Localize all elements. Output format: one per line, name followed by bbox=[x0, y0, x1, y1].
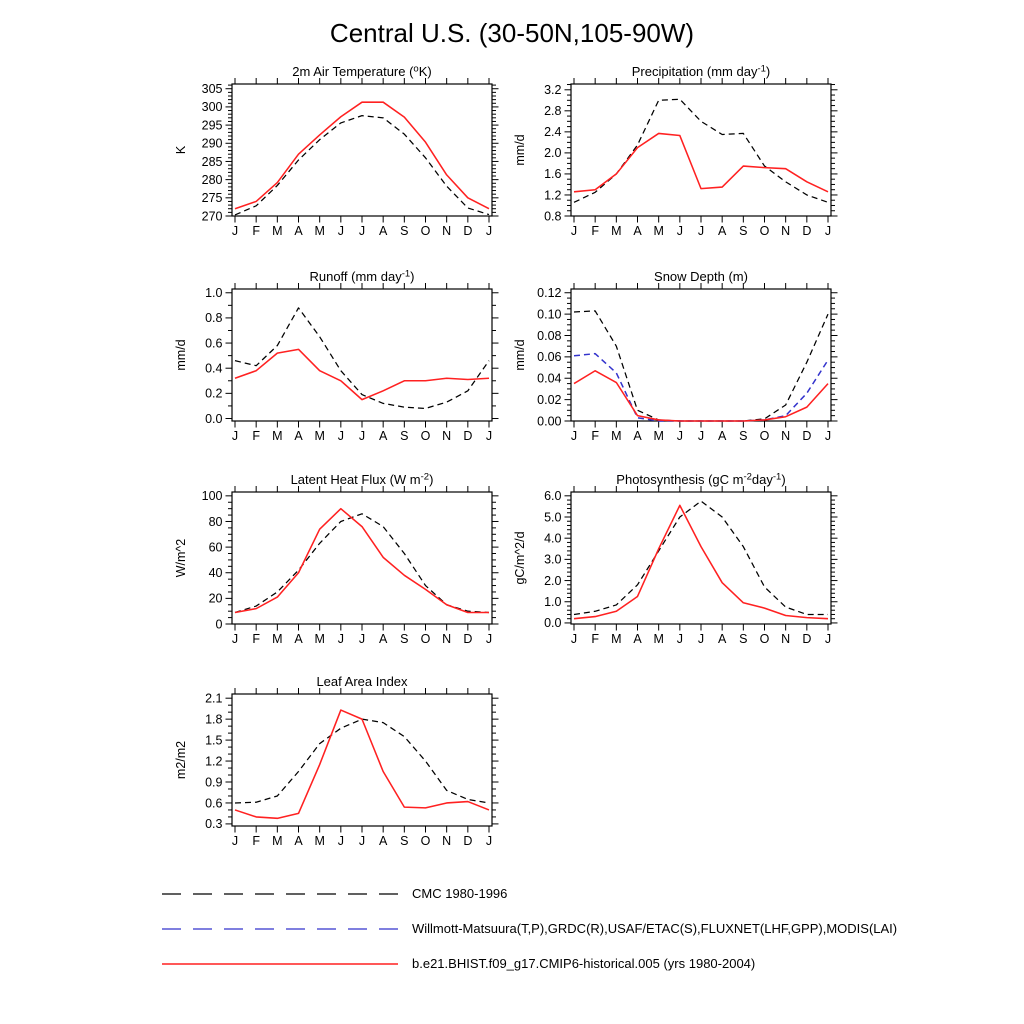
chart-snow-depth bbox=[509, 269, 843, 455]
svg-text:O: O bbox=[420, 224, 431, 238]
svg-text:F: F bbox=[591, 429, 599, 443]
svg-text:J: J bbox=[824, 632, 832, 646]
svg-text:J: J bbox=[231, 429, 239, 443]
svg-text:M: M bbox=[314, 834, 325, 848]
svg-text:100: 100 bbox=[201, 489, 223, 504]
plot-frame bbox=[232, 289, 492, 421]
svg-text:0.2: 0.2 bbox=[205, 386, 223, 401]
svg-text:1.8: 1.8 bbox=[205, 712, 223, 727]
svg-text:S: S bbox=[739, 632, 748, 646]
chart-title: Latent Heat Flux (W $m^{-2}$) bbox=[290, 471, 434, 487]
svg-text:M: M bbox=[314, 632, 325, 646]
y-axis-title: mm/d bbox=[513, 339, 527, 371]
svg-text:J: J bbox=[337, 224, 344, 238]
chart-leaf-area-index bbox=[170, 674, 504, 860]
series-cmc bbox=[574, 311, 828, 421]
chart-svg-photosynthesis bbox=[509, 472, 843, 658]
chart-svg-precipitation bbox=[509, 64, 843, 250]
chart-photosynthesis bbox=[509, 472, 843, 658]
legend-line-sample bbox=[160, 887, 400, 901]
y-axis-title: K bbox=[174, 145, 188, 155]
svg-text:J: J bbox=[676, 429, 683, 443]
series-model bbox=[235, 509, 489, 613]
svg-text:1.6: 1.6 bbox=[544, 167, 562, 182]
svg-text:F: F bbox=[252, 429, 260, 443]
svg-text:D: D bbox=[463, 834, 473, 848]
svg-text:A: A bbox=[378, 224, 388, 238]
svg-text:A: A bbox=[717, 224, 727, 238]
svg-text:N: N bbox=[442, 224, 452, 238]
y-axis-title: mm/d bbox=[174, 339, 188, 371]
chart-svg-leaf-area-index bbox=[170, 674, 504, 860]
svg-text:O: O bbox=[420, 632, 431, 646]
axis-labels bbox=[205, 691, 492, 848]
svg-text:J: J bbox=[231, 834, 239, 848]
svg-text:0.3: 0.3 bbox=[205, 817, 223, 832]
svg-text:3.2: 3.2 bbox=[544, 83, 562, 98]
svg-text:J: J bbox=[358, 429, 366, 443]
svg-text:A: A bbox=[294, 429, 303, 443]
chart-title: Leaf Area Index bbox=[316, 674, 408, 689]
svg-text:20: 20 bbox=[208, 591, 223, 606]
svg-text:M: M bbox=[272, 632, 283, 646]
svg-text:3.0: 3.0 bbox=[544, 552, 562, 567]
svg-text:J: J bbox=[697, 224, 705, 238]
svg-text:F: F bbox=[252, 632, 260, 646]
svg-text:2.1: 2.1 bbox=[205, 691, 223, 706]
svg-text:0.0: 0.0 bbox=[544, 616, 562, 631]
chart-svg-latent-heat-flux bbox=[170, 472, 504, 658]
svg-text:M: M bbox=[272, 834, 283, 848]
svg-text:J: J bbox=[358, 224, 366, 238]
chart-svg-snow-depth bbox=[509, 269, 843, 455]
svg-text:J: J bbox=[485, 224, 493, 238]
y-axis-title: W/m^2 bbox=[174, 538, 188, 578]
legend-item-label: b.e21.BHIST.f09_g17.CMIP6-historical.005 (yrs 1980-2004) bbox=[412, 956, 756, 971]
svg-text:F: F bbox=[591, 632, 599, 646]
svg-text:J: J bbox=[337, 632, 344, 646]
svg-text:270: 270 bbox=[201, 209, 223, 224]
series-model bbox=[235, 349, 489, 399]
axis-labels bbox=[544, 83, 831, 238]
svg-text:S: S bbox=[400, 632, 409, 646]
svg-text:J: J bbox=[337, 429, 344, 443]
svg-text:1.0: 1.0 bbox=[205, 286, 223, 301]
svg-text:D: D bbox=[463, 632, 473, 646]
svg-text:M: M bbox=[653, 429, 664, 443]
series-model bbox=[574, 133, 828, 191]
page-title: Central U.S. (30-50N,105-90W) bbox=[329, 18, 695, 48]
svg-text:J: J bbox=[697, 632, 705, 646]
svg-text:0.9: 0.9 bbox=[205, 775, 223, 790]
svg-text:275: 275 bbox=[201, 191, 223, 206]
legend-item-model bbox=[160, 946, 897, 981]
svg-text:280: 280 bbox=[201, 172, 223, 187]
svg-text:J: J bbox=[824, 224, 832, 238]
plot-frame bbox=[232, 492, 492, 624]
svg-text:S: S bbox=[739, 429, 748, 443]
svg-text:6.0: 6.0 bbox=[544, 489, 562, 504]
svg-text:A: A bbox=[294, 224, 303, 238]
svg-text:M: M bbox=[653, 632, 664, 646]
chart-title: 2m Air Temperature ($^o$K) bbox=[292, 63, 432, 79]
svg-text:J: J bbox=[231, 632, 239, 646]
svg-text:N: N bbox=[442, 632, 452, 646]
svg-text:S: S bbox=[400, 224, 409, 238]
svg-text:S: S bbox=[400, 429, 409, 443]
svg-text:O: O bbox=[420, 429, 431, 443]
chart-runoff bbox=[170, 269, 504, 455]
svg-text:N: N bbox=[781, 632, 791, 646]
svg-text:A: A bbox=[633, 632, 642, 646]
svg-text:0.00: 0.00 bbox=[537, 414, 562, 429]
chart-title: Snow Depth (m) bbox=[654, 269, 748, 284]
svg-text:A: A bbox=[378, 834, 388, 848]
svg-text:1.2: 1.2 bbox=[544, 188, 562, 203]
svg-text:M: M bbox=[611, 224, 622, 238]
svg-text:0.4: 0.4 bbox=[205, 361, 223, 376]
svg-text:M: M bbox=[314, 224, 325, 238]
series-model bbox=[235, 710, 489, 818]
axis-labels bbox=[202, 489, 492, 646]
svg-text:N: N bbox=[781, 224, 791, 238]
series-cmc bbox=[235, 116, 489, 215]
series-model bbox=[235, 102, 489, 209]
svg-text:O: O bbox=[759, 632, 770, 646]
plot-frame bbox=[232, 84, 492, 216]
svg-text:A: A bbox=[294, 834, 303, 848]
svg-text:N: N bbox=[442, 429, 452, 443]
svg-text:N: N bbox=[781, 429, 791, 443]
svg-text:J: J bbox=[697, 429, 705, 443]
svg-text:M: M bbox=[653, 224, 664, 238]
svg-text:J: J bbox=[676, 632, 683, 646]
svg-text:5.0: 5.0 bbox=[544, 510, 562, 525]
svg-text:2.0: 2.0 bbox=[544, 573, 562, 588]
svg-text:J: J bbox=[485, 834, 493, 848]
svg-text:O: O bbox=[759, 429, 770, 443]
svg-text:F: F bbox=[591, 224, 599, 238]
svg-text:290: 290 bbox=[201, 136, 223, 151]
svg-text:J: J bbox=[358, 632, 366, 646]
svg-text:2.0: 2.0 bbox=[544, 146, 562, 161]
svg-text:J: J bbox=[570, 224, 578, 238]
svg-text:295: 295 bbox=[201, 118, 223, 133]
svg-text:J: J bbox=[485, 632, 493, 646]
svg-text:D: D bbox=[802, 224, 812, 238]
plot-frame bbox=[571, 289, 831, 421]
svg-text:0.6: 0.6 bbox=[205, 796, 223, 811]
svg-text:0.06: 0.06 bbox=[537, 350, 562, 365]
axis-ticks bbox=[226, 283, 499, 428]
legend-item-cmc bbox=[160, 876, 897, 911]
legend-line-sample bbox=[160, 957, 400, 971]
series-cmc bbox=[235, 514, 489, 613]
series-cmc bbox=[235, 308, 489, 409]
svg-text:S: S bbox=[739, 224, 748, 238]
svg-text:2.4: 2.4 bbox=[544, 125, 562, 140]
axis-labels bbox=[537, 286, 831, 443]
svg-text:0.08: 0.08 bbox=[537, 328, 562, 343]
legend-item-label: Willmott-Matsuura(T,P),GRDC(R),USAF/ETAC(S),FLUXNET(LHF,GPP),MODIS(LAI) bbox=[412, 921, 898, 936]
svg-text:M: M bbox=[611, 429, 622, 443]
svg-text:O: O bbox=[420, 834, 431, 848]
svg-text:A: A bbox=[717, 429, 727, 443]
chart-title: Photosynthesis (gC $m^{-2}day^{-1}$) bbox=[616, 471, 786, 487]
axis-ticks bbox=[226, 78, 499, 223]
series-model bbox=[574, 505, 828, 618]
svg-text:0: 0 bbox=[215, 617, 223, 632]
svg-text:305: 305 bbox=[201, 82, 223, 97]
svg-text:M: M bbox=[314, 429, 325, 443]
svg-text:J: J bbox=[570, 429, 578, 443]
svg-text:J: J bbox=[337, 834, 344, 848]
svg-text:S: S bbox=[400, 834, 409, 848]
svg-text:1.5: 1.5 bbox=[205, 733, 223, 748]
svg-text:J: J bbox=[824, 429, 832, 443]
legend-item-obs bbox=[160, 911, 897, 946]
y-axis-title: m2/m2 bbox=[174, 740, 188, 780]
svg-text:A: A bbox=[378, 429, 388, 443]
svg-text:M: M bbox=[272, 429, 283, 443]
chart-title: Precipitation (mm day$^{-1}$) bbox=[631, 63, 771, 79]
svg-text:D: D bbox=[802, 429, 812, 443]
legend-line-sample bbox=[160, 922, 400, 936]
chart-latent-heat-flux bbox=[170, 472, 504, 658]
svg-text:A: A bbox=[633, 429, 642, 443]
axis-labels bbox=[202, 82, 492, 238]
axis-ticks bbox=[226, 688, 499, 833]
svg-text:M: M bbox=[611, 632, 622, 646]
svg-text:J: J bbox=[676, 224, 683, 238]
svg-text:M: M bbox=[272, 224, 283, 238]
svg-text:0.6: 0.6 bbox=[205, 336, 223, 351]
svg-text:A: A bbox=[633, 224, 642, 238]
svg-text:F: F bbox=[252, 834, 260, 848]
svg-text:2.8: 2.8 bbox=[544, 104, 562, 119]
chart-precipitation bbox=[509, 64, 843, 250]
legend bbox=[160, 876, 897, 981]
axis-labels bbox=[205, 286, 492, 443]
svg-text:0.10: 0.10 bbox=[537, 307, 562, 322]
svg-text:0.0: 0.0 bbox=[205, 411, 223, 426]
svg-text:N: N bbox=[442, 834, 452, 848]
svg-text:0.12: 0.12 bbox=[537, 286, 562, 301]
y-axis-title: mm/d bbox=[513, 134, 527, 166]
chart-svg-runoff bbox=[170, 269, 504, 455]
svg-text:285: 285 bbox=[201, 154, 223, 169]
svg-text:0.8: 0.8 bbox=[544, 209, 562, 224]
svg-text:1.2: 1.2 bbox=[205, 754, 223, 769]
series-obs bbox=[574, 354, 828, 421]
svg-text:300: 300 bbox=[201, 100, 223, 115]
svg-text:A: A bbox=[294, 632, 303, 646]
svg-text:1.0: 1.0 bbox=[544, 595, 562, 610]
svg-text:0.02: 0.02 bbox=[537, 392, 562, 407]
svg-text:D: D bbox=[463, 429, 473, 443]
svg-text:F: F bbox=[252, 224, 260, 238]
svg-text:J: J bbox=[358, 834, 366, 848]
svg-text:40: 40 bbox=[208, 566, 223, 581]
chart-air-temperature bbox=[170, 64, 504, 250]
svg-text:4.0: 4.0 bbox=[544, 531, 562, 546]
plot-frame bbox=[232, 694, 492, 826]
plot-frame bbox=[571, 84, 831, 216]
axis-labels bbox=[544, 489, 831, 646]
legend-item-label: CMC 1980-1996 bbox=[412, 886, 508, 901]
axis-ticks bbox=[565, 283, 838, 428]
plot-frame bbox=[571, 492, 831, 624]
svg-text:O: O bbox=[759, 224, 770, 238]
svg-text:J: J bbox=[485, 429, 493, 443]
svg-text:J: J bbox=[231, 224, 239, 238]
series-cmc bbox=[574, 501, 828, 614]
svg-text:D: D bbox=[802, 632, 812, 646]
svg-text:A: A bbox=[717, 632, 727, 646]
series-cmc bbox=[235, 719, 489, 803]
chart-svg-air-temperature bbox=[170, 64, 504, 250]
svg-text:0.04: 0.04 bbox=[537, 371, 562, 386]
axis-ticks bbox=[565, 78, 838, 223]
chart-title: Runoff (mm day$^{-1}$) bbox=[309, 268, 415, 284]
svg-text:0.8: 0.8 bbox=[205, 311, 223, 326]
svg-text:80: 80 bbox=[208, 514, 223, 529]
svg-text:J: J bbox=[570, 632, 578, 646]
svg-text:60: 60 bbox=[208, 540, 223, 555]
svg-text:D: D bbox=[463, 224, 473, 238]
y-axis-title: gC/m^2/d bbox=[513, 531, 527, 585]
svg-text:A: A bbox=[378, 632, 388, 646]
